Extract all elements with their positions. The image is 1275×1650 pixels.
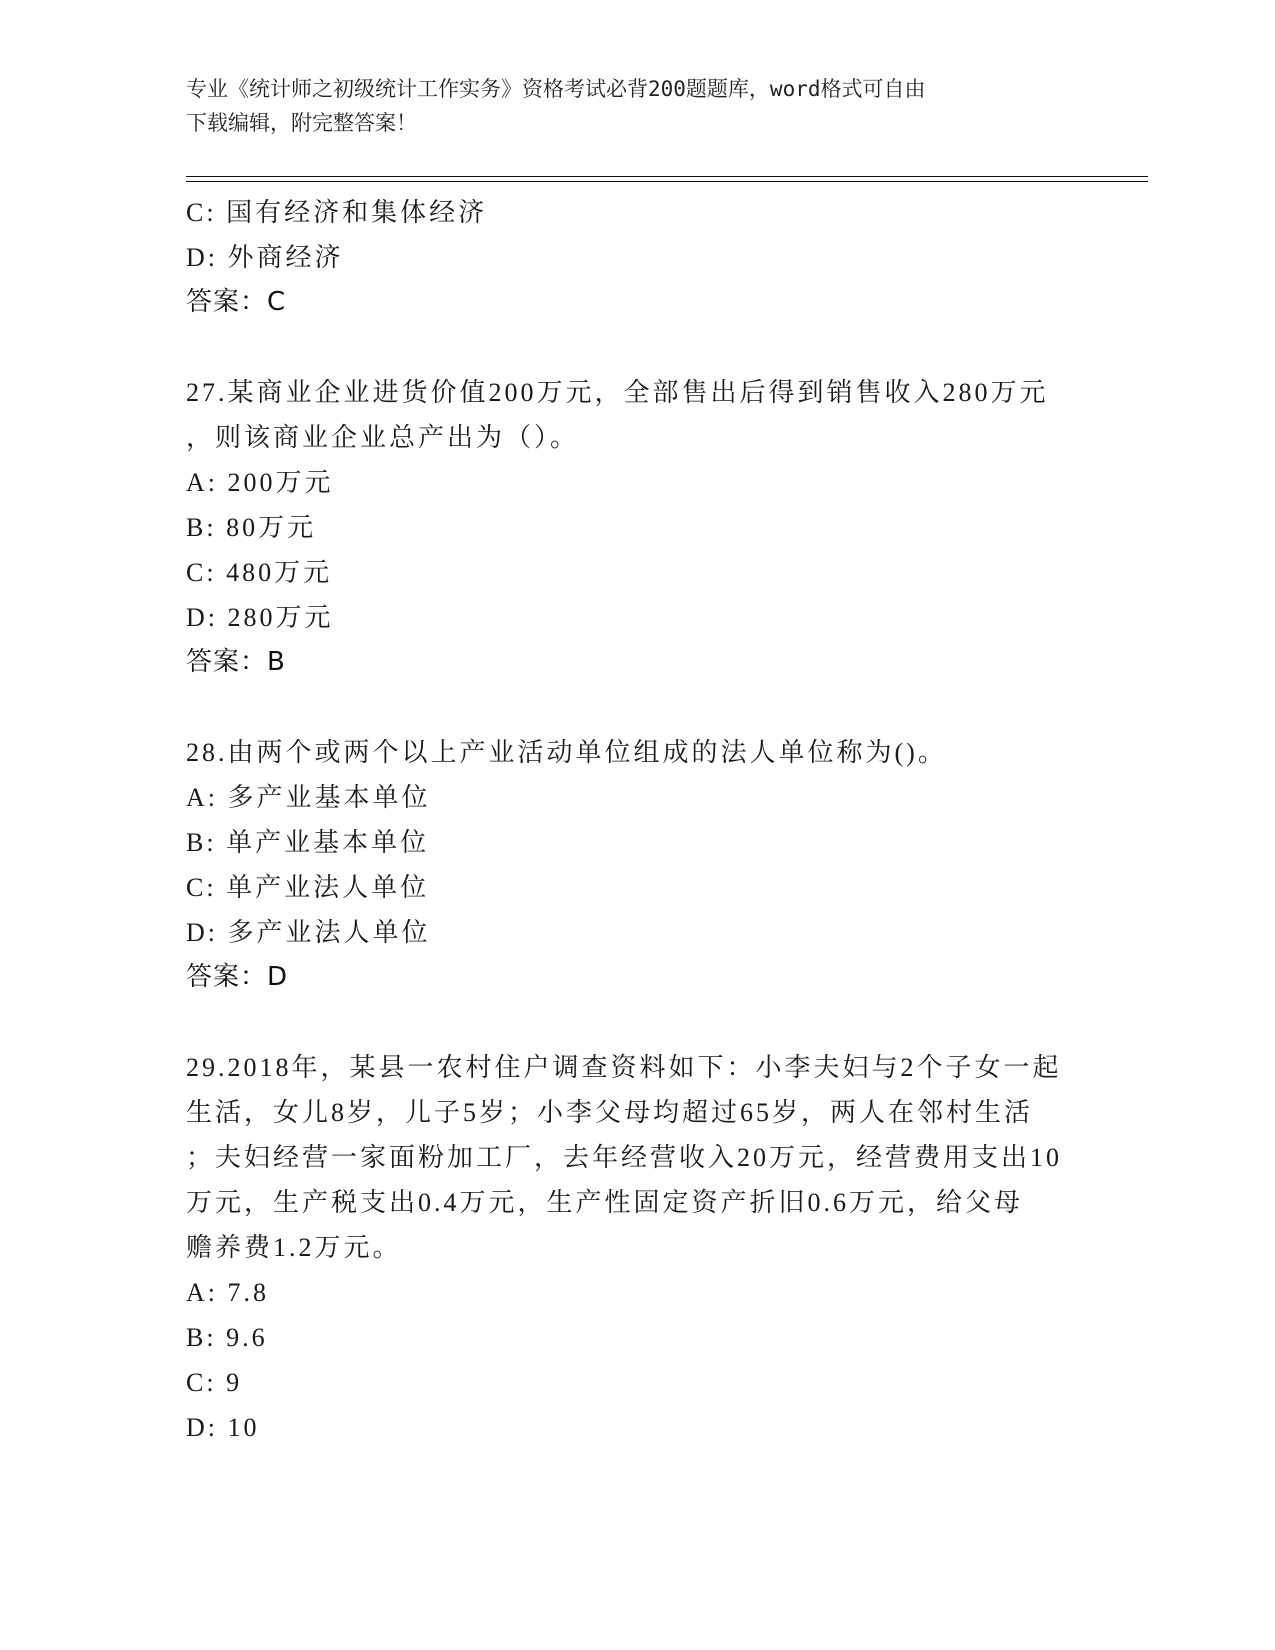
- question-stem: 28.由两个或两个以上产业活动单位组成的法人单位称为()。: [186, 738, 947, 767]
- answer-line: 答案：D: [186, 962, 289, 992]
- question-stem: ，则该商业企业总产出为（）。: [186, 423, 580, 452]
- question-27: [186, 370, 1086, 685]
- header-rule-bottom: [186, 181, 1148, 182]
- option-b: B: 单产业基本单位: [186, 828, 430, 857]
- option-b: B: 9.6: [186, 1323, 268, 1352]
- question-28: [186, 730, 1086, 1000]
- previous-question-tail: [186, 190, 1086, 325]
- question-stem: 29.2018年，某县一农村住户调查资料如下：小李夫妇与2个子女一起: [186, 1053, 1062, 1082]
- question-spacer: [186, 685, 1086, 730]
- option-c: C: 9: [186, 1368, 243, 1397]
- question-spacer: [186, 325, 1086, 370]
- option-d: D: 280万元: [186, 603, 334, 632]
- option-a: A: 200万元: [186, 468, 334, 497]
- header-line-1: 专业《统计师之初级统计工作实务》资格考试必背200题题库，word格式可自由: [186, 77, 926, 101]
- question-stem: ；夫妇经营一家面粉加工厂，去年经营收入20万元，经营费用支出10: [186, 1143, 1063, 1172]
- option-a: A: 7.8: [186, 1278, 269, 1307]
- option-c: C: 单产业法人单位: [186, 873, 430, 902]
- option-c: C: 国有经济和集体经济: [186, 198, 488, 227]
- option-d: D: 外商经济: [186, 243, 344, 272]
- header-line-2: 下载编辑，附完整答案！: [186, 111, 417, 135]
- option-a: A: 多产业基本单位: [186, 783, 431, 812]
- question-stem: 万元，生产税支出0.4万元，生产性固定资产折旧0.6万元，给父母: [186, 1188, 1024, 1217]
- question-spacer: [186, 1000, 1086, 1045]
- answer-line: 答案：C: [186, 287, 287, 317]
- question-stem: 赡养费1.2万元。: [186, 1233, 402, 1262]
- option-d: D: 10: [186, 1413, 260, 1442]
- document-body: [186, 190, 1086, 1450]
- option-c: C: 480万元: [186, 558, 333, 587]
- question-29: [186, 1045, 1086, 1450]
- answer-line: 答案：B: [186, 647, 286, 677]
- question-stem: 27.某商业企业进货价值200万元，全部售出后得到销售收入280万元: [186, 378, 1049, 407]
- question-stem: 生活，女儿8岁，儿子5岁；小李父母均超过65岁，两人在邻村生活: [186, 1098, 1034, 1127]
- option-b: B: 80万元: [186, 513, 317, 542]
- document-header: [186, 72, 1066, 140]
- header-rule-top: [186, 176, 1148, 177]
- option-d: D: 多产业法人单位: [186, 918, 431, 947]
